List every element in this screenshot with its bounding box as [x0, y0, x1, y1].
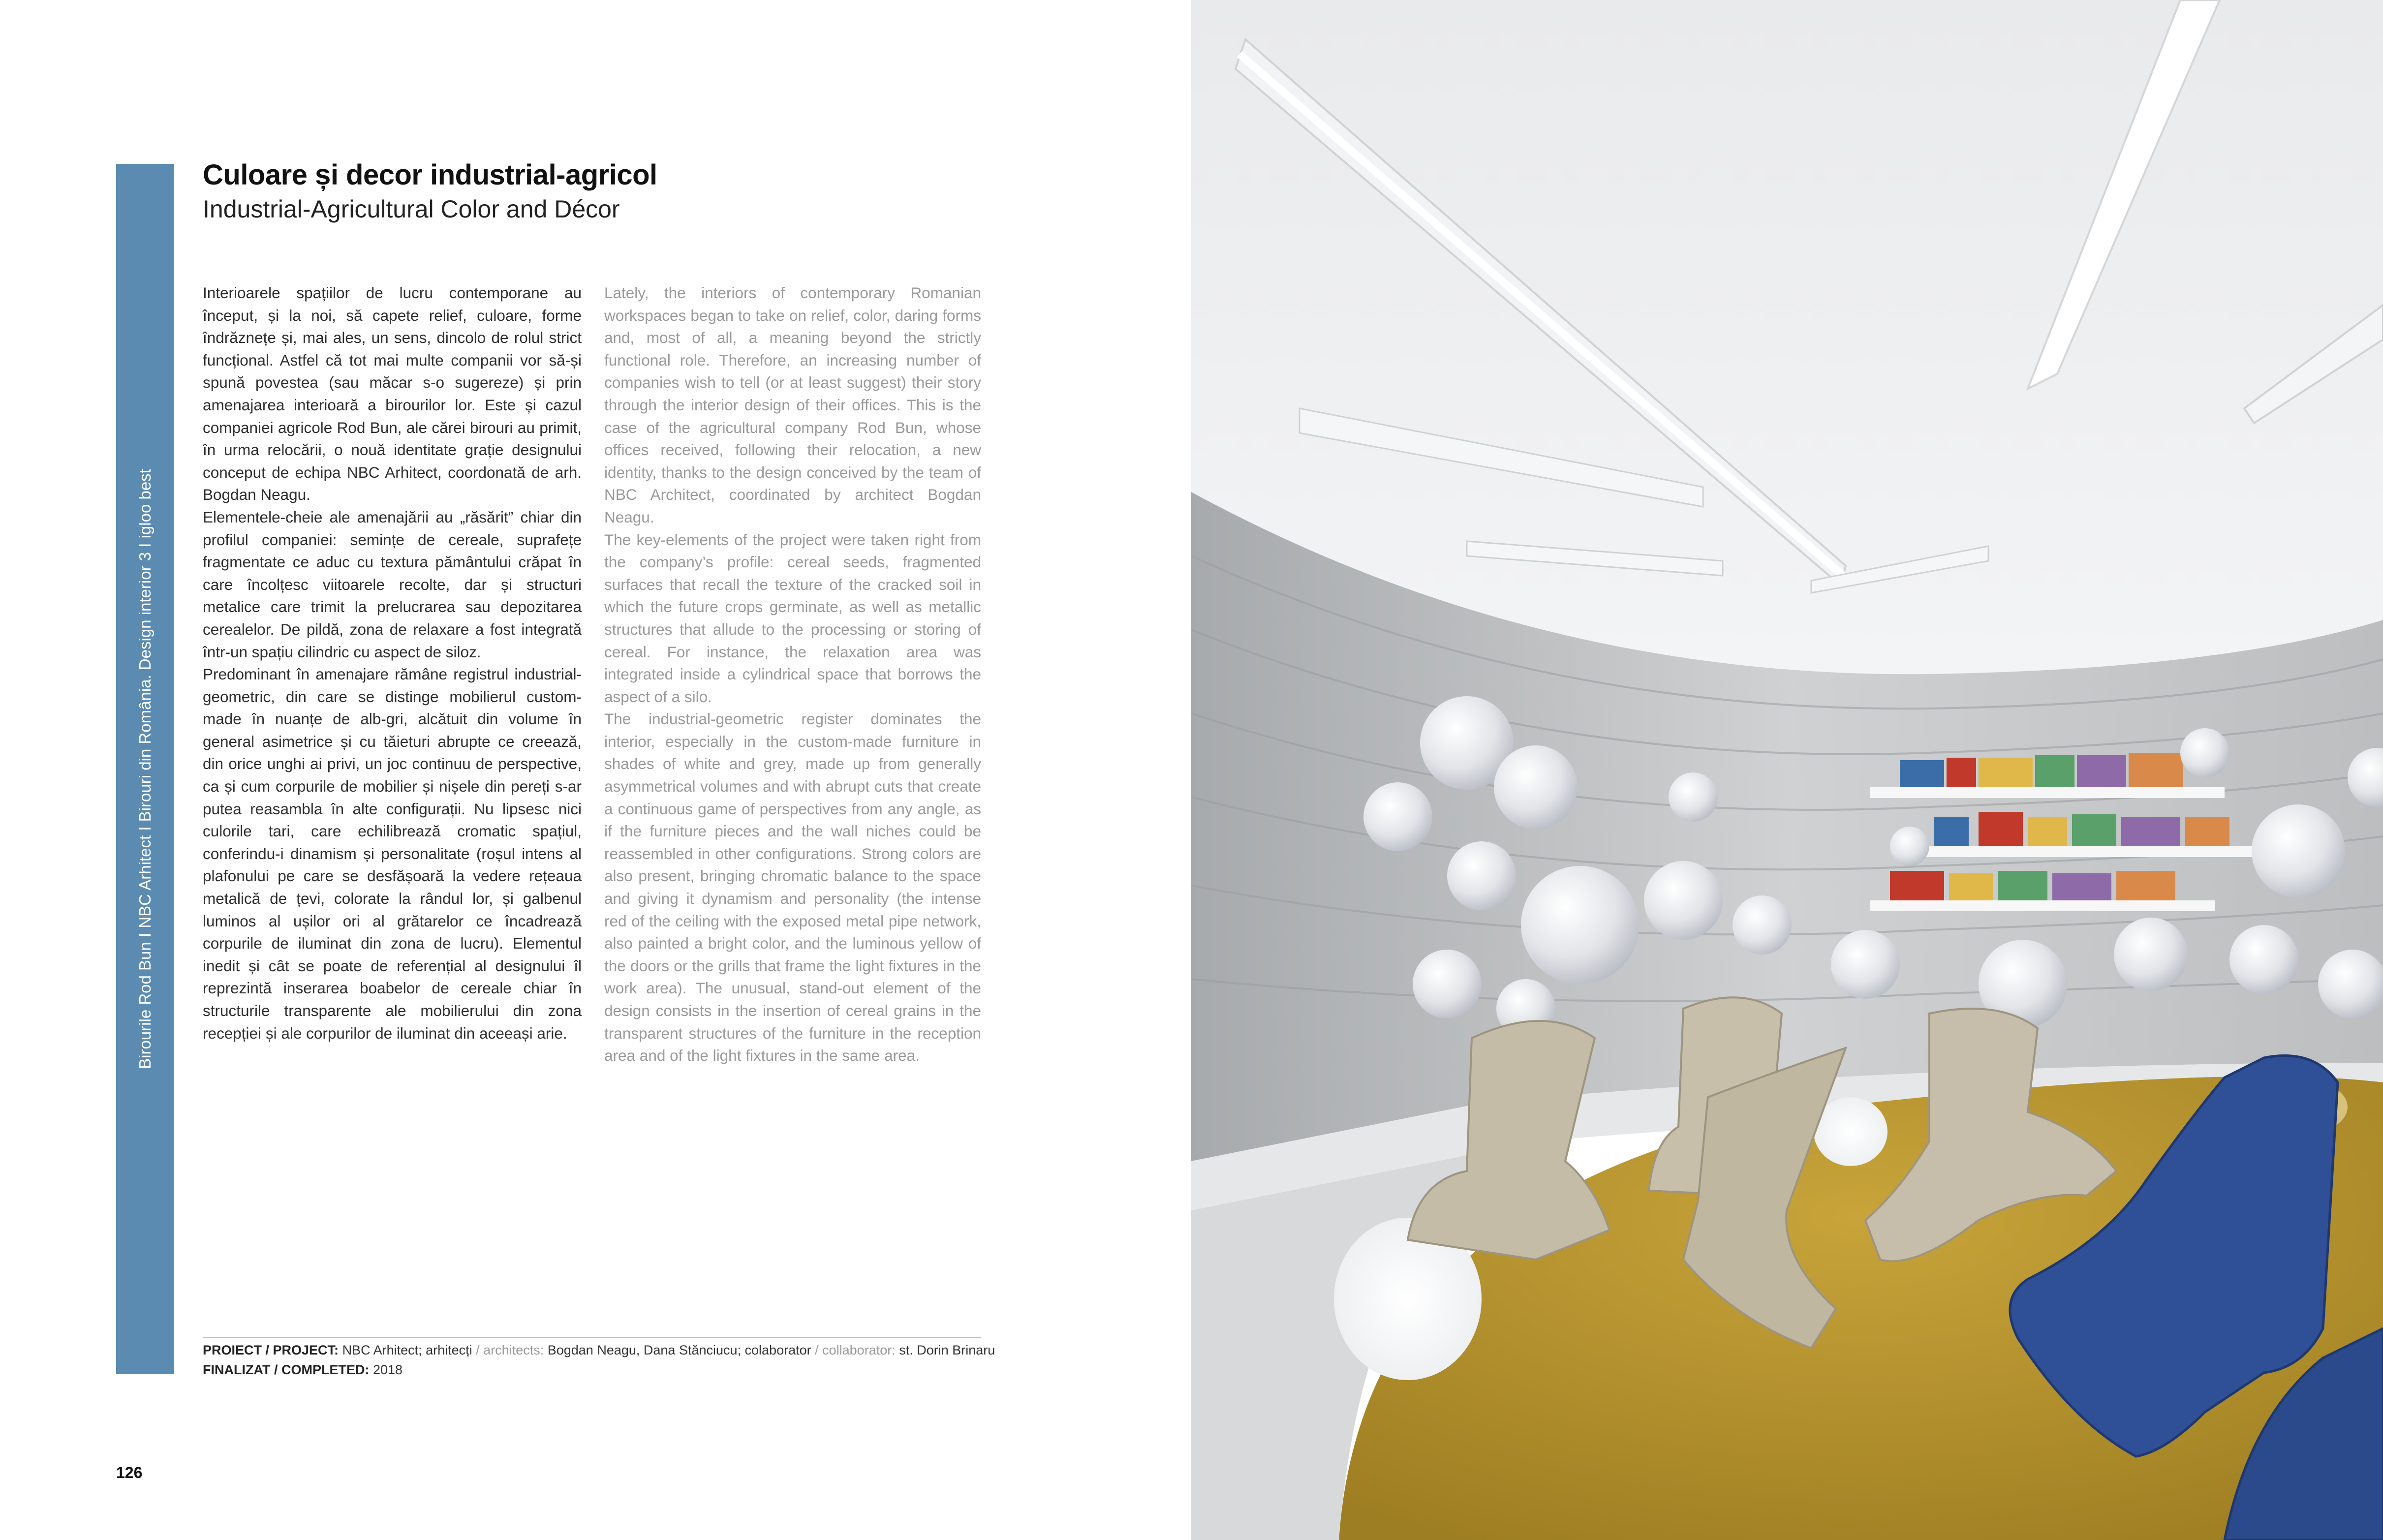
completed-value: 2018: [372, 1362, 403, 1377]
completed-label: FINALIZAT / COMPLETED:: [203, 1362, 370, 1377]
section-side-band: [116, 164, 174, 1374]
article-title-en: Industrial-Agricultural Color and Décor: [203, 195, 620, 223]
body-column-ro: [203, 282, 582, 1045]
relaxation-room-photo: [1191, 0, 2383, 1540]
credits-line-project: [203, 1340, 995, 1360]
project-value: NBC Arhitect; arhitecți: [342, 1343, 472, 1357]
paragraph-ro: Predominant în amenajare rămâne registrul industrial-geometric, din care se distinge mobilierul custom-made în nuanțe de alb-gri, alcătuit din volume în general asimetrice și cu tăieturi abrupte ce creează, din orice unghi ai privi, un joc continuu de perspective, ca și cum corpurile de mobilier și nișele din pereți s-ar putea reasambla în alte configurații. Nu lipsesc nici culorile tari, care echilibrează cromatic spațiul, conferindu-i dinamism și personalitate (roșul intens al plafonului pe care se desfășoară la vedere rețeaua metalică de țevi, colorate la rândul lor, și galbenul luminos al ușilor ori al grătarelor ce încadrează corpurile de iluminat din zona de lucru). Elementul inedit și cât se poate de referențial al designului îl reprezintă inserarea boabelor de cereale chiar în structurile transparente ale mobilierului din zona recepției și ale corpurilor de iluminat din aceeași arie.: [203, 665, 582, 1042]
paragraph-ro: Interioarele spațiilor de lucru contemporane au început, și la noi, să capete relief, culoare, forme îndrăznețe și, mai ales, un sens, dincolo de rolul strict funcțional. Astfel că tot mai multe companii vor să-și spună povestea (sau măcar s-o sugereze) și prin amenajarea interioară a birourilor lor. Este și cazul companiei agricole Rod Bun, ale cărei birouri au primit, în urma relocării, o nouă identitate grație designului conceput de echipa NBC Arhitect, coordonată de arh. Bogdan Neagu.: [203, 284, 582, 504]
credits-line-completed: [203, 1360, 990, 1380]
architects-value: Bogdan Neagu, Dana Stănciucu; colaborator: [547, 1343, 811, 1357]
page-number: 126: [116, 1464, 143, 1481]
project-credits: [203, 1340, 995, 1380]
collaborator-label: / collaborator:: [815, 1343, 896, 1357]
credits-divider: [203, 1337, 981, 1338]
paragraph-ro: Elementele-cheie ale amenajării au „răsărit” chiar din profilul companiei: semințe de cereale, suprafețe fragmentate ce aduc cu textura pământului crăpat în care încolțesc viitoarele recolte, dar și structuri metalice care trimit la prelucrarea sau depozitarea cerealelor. De pildă, zona de relaxare a fost integrată într-un spațiu cilindric cu aspect de siloz.: [203, 508, 582, 661]
paragraph-en: The key-elements of the project were taken right from the company’s profile: cereal seeds, fragmented surfaces that recall the texture of the cracked soil in which the future crops germinate, as well as metallic structures that allude to the processing or storing of cereal. For instance, the relaxation area was integrated inside a cylindrical space that borrows the aspect of a silo.: [604, 530, 981, 706]
body-column-en: [604, 282, 981, 1067]
project-label: PROIECT / PROJECT:: [203, 1343, 339, 1357]
architects-label: / architects:: [476, 1343, 544, 1357]
paragraph-en: Lately, the interiors of contemporary Romanian workspaces began to take on relief, color, daring forms and, most of all, a meaning beyond the strictly functional role. Therefore, an increasing number of companies wish to tell (or at least suggest) their story through the interior design of their offices. This is the case of the agricultural company Rod Bun, whose offices received, following their relocation, a new identity, thanks to the design conceived by the team of NBC Architect, coordinated by architect Bogdan Neagu.: [604, 284, 981, 526]
article-title-ro: Culoare și decor industrial-agricol: [203, 159, 657, 191]
paragraph-en: The industrial-geometric register dominates the interior, especially in the custom-made furniture in shades of white and grey, made up from generally asymmetrical volumes and with abrupt cuts that create a continuous game of perspectives from any angle, as if the furniture pieces and the wall niches could be reassembled in other configurations. Strong colors are also present, bringing chromatic balance to the space and giving it dynamism and personality (the intense red of the ceiling with the exposed metal pipe network, also painted a bright color, and the luminous yellow of the doors or the grills that frame the light fixtures in the work area). The unusual, stand-out element of the design consists in the insertion of cereal grains in the transparent structures of the furniture in the reception area and of the light fixtures in the same area.: [604, 710, 981, 1065]
collaborator-value: st. Dorin Brinaru: [899, 1343, 995, 1357]
side-band-text: Birourile Rod Bun I NBC Arhitect I Birouri din România. Design interior 3 I igloo best: [136, 469, 154, 1069]
